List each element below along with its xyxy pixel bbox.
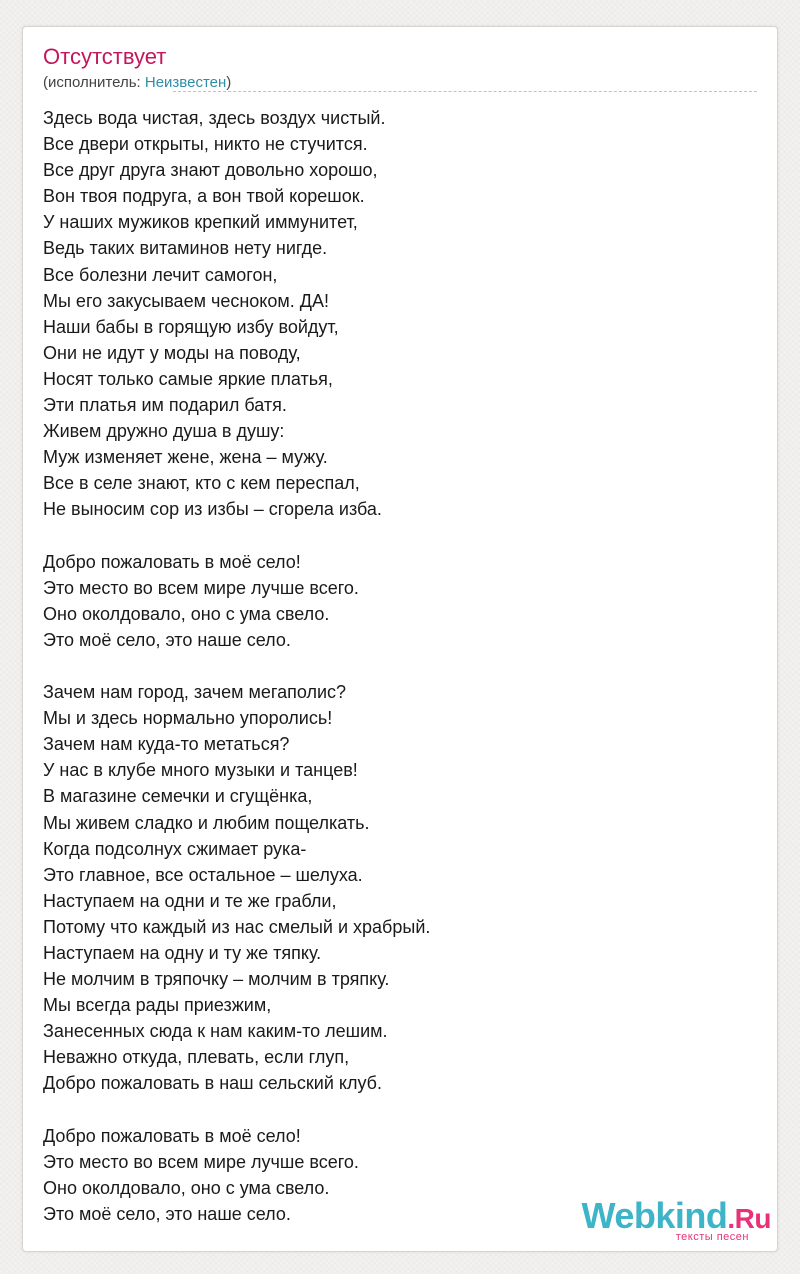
- performer-line: [43, 73, 231, 93]
- performer-suffix: ): [226, 74, 232, 91]
- lyric-line: Зачем нам куда-то метаться?: [43, 734, 290, 755]
- lyric-line: Все в селе знают, кто с кем переспал,: [43, 473, 360, 494]
- lyric-line: Это моё село, это наше село.: [43, 1203, 291, 1224]
- lyric-line: Наши бабы в горящую избу войдут,: [43, 316, 339, 337]
- lyric-line: Все болезни лечит самогон,: [43, 264, 278, 285]
- lyric-line: Это главное, все остальное – шелуха.: [43, 864, 363, 885]
- lyric-line: Муж изменяет жене, жена – мужу.: [43, 447, 328, 468]
- lyric-line: Оно околдовало, оно с ума свело.: [43, 603, 330, 624]
- logo-tld: .Ru: [727, 1203, 771, 1234]
- lyric-line: Это место во всем мире лучше всего.: [43, 577, 359, 598]
- lyric-line: Неважно откуда, плевать, если глуп,: [43, 1047, 350, 1068]
- lyrics-stanza: [43, 105, 743, 523]
- lyric-line: У нас в клубе много музыки и танцев!: [43, 760, 358, 781]
- logo-tagline: тексты песен: [675, 1231, 749, 1243]
- lyric-line: Живем дружно душа в душу:: [43, 421, 285, 442]
- logo-wordmark: [581, 1195, 771, 1236]
- lyric-line: У наших мужиков крепкий иммунитет,: [43, 212, 358, 233]
- lyric-line: Ведь таких витаминов нету нигде.: [43, 238, 328, 259]
- lyric-line: Все друг друга знают довольно хорошо,: [43, 160, 378, 181]
- lyric-line: Они не идут у моды на поводу,: [43, 342, 301, 363]
- lyric-line: Оно околдовало, оно с ума свело.: [43, 1177, 330, 1198]
- performer-prefix: (исполнитель:: [43, 74, 145, 91]
- lyric-line: Мы его закусываем чесноком. ДА!: [43, 290, 329, 311]
- lyric-line: Добро пожаловать в моё село!: [43, 551, 301, 572]
- song-title: Отсутствует: [43, 44, 167, 69]
- lyric-line: Это место во всем мире лучше всего.: [43, 1151, 359, 1172]
- lyric-line: Мы и здесь нормально упоролись!: [43, 708, 333, 729]
- lyric-line: В магазине семечки и сгущёнка,: [43, 786, 313, 807]
- lyric-line: Мы всегда рады приезжим,: [43, 995, 272, 1016]
- lyric-line: Когда подсолнух сжимает рука-: [43, 838, 307, 859]
- header-divider: [173, 91, 757, 92]
- lyric-line: Все двери открыты, никто не стучится.: [43, 134, 368, 155]
- lyrics-text: [43, 105, 743, 1227]
- lyric-line: Потому что каждый из нас смелый и храбрый.: [43, 916, 431, 937]
- lyric-line: Добро пожаловать в наш сельский клуб.: [43, 1073, 382, 1094]
- lyric-line: Это моё село, это наше село.: [43, 629, 291, 650]
- lyric-line: Мы живем сладко и любим пощелкать.: [43, 812, 370, 833]
- lyric-line: Добро пожаловать в моё село!: [43, 1125, 301, 1146]
- lyrics-stanza: [43, 549, 743, 653]
- lyrics-card: [22, 26, 778, 1252]
- lyric-line: Эти платья им подарил батя.: [43, 395, 287, 416]
- lyric-line: Вон твоя подруга, а вон твой корешок.: [43, 186, 365, 207]
- lyric-line: Наступаем на одни и те же грабли,: [43, 890, 337, 911]
- lyric-line: Носят только самые яркие платья,: [43, 368, 333, 389]
- lyric-line: Наступаем на одну и ту же тяпку.: [43, 943, 322, 963]
- site-logo[interactable]: [581, 1195, 771, 1243]
- lyric-line: Занесенных сюда к нам каким-то лешим.: [43, 1021, 388, 1042]
- lyric-line: Не выносим сор из избы – сгорела изба.: [43, 499, 382, 520]
- lyric-line: Зачем нам город, зачем мегаполис?: [43, 682, 347, 703]
- lyric-line: Не молчим в тряпочку – молчим в тряпку.: [43, 969, 390, 990]
- lyrics-stanza: [43, 679, 743, 1097]
- lyric-line: Здесь вода чистая, здесь воздух чистый.: [43, 108, 386, 128]
- performer-link[interactable]: Неизвестен: [144, 74, 227, 91]
- logo-name: Webkind: [581, 1195, 728, 1236]
